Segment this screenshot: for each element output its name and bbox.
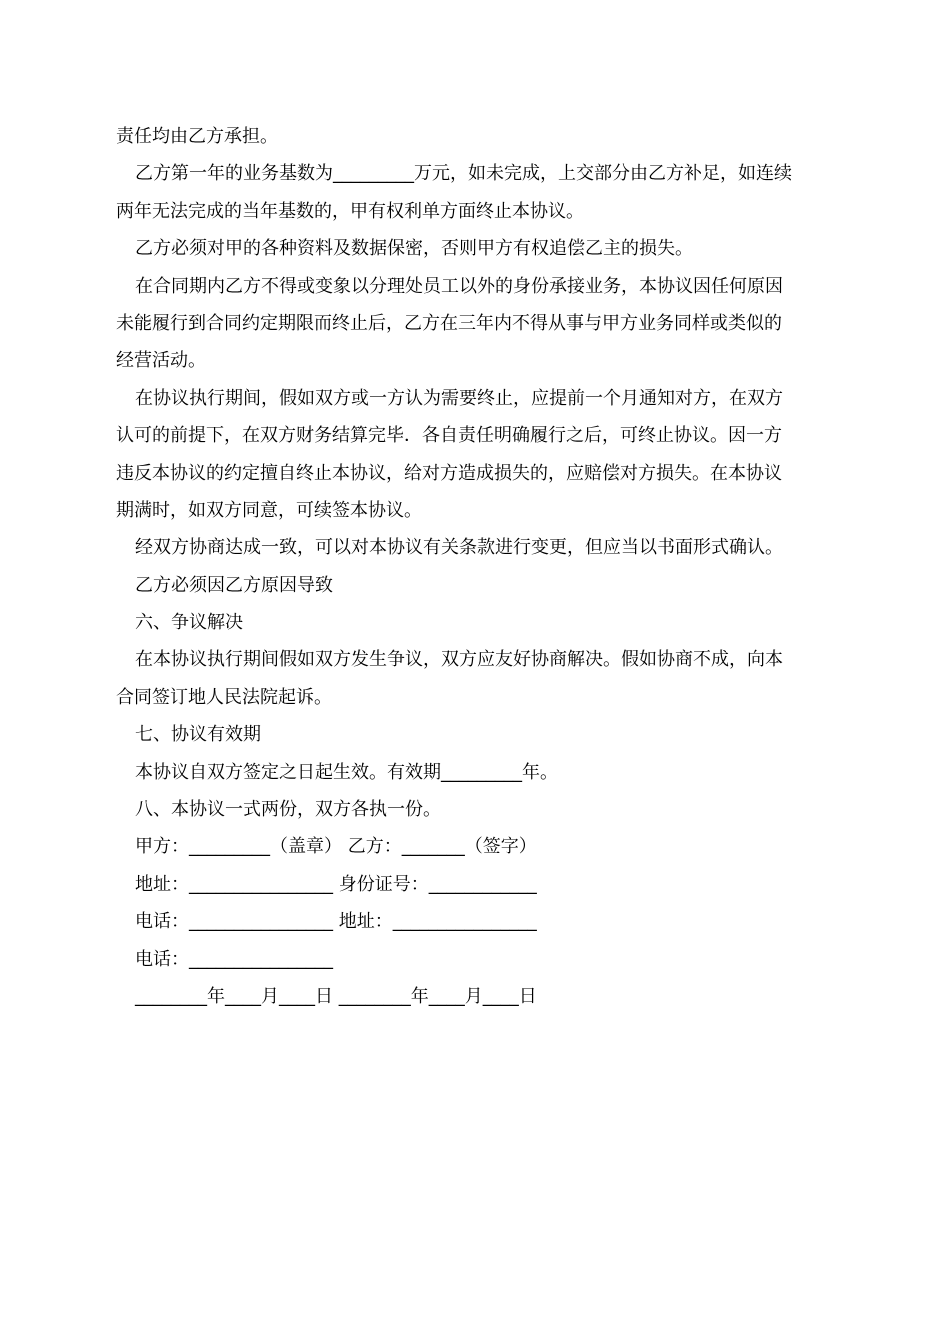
signature-line: 电话：________________ 地址：________________ [135,911,537,933]
text-line: 责任均由乙方承担。 [116,126,278,147]
text-line: 在合同期内乙方不得或变象以分理处员工以外的身份承接业务，本协议因任何原因 [135,275,783,297]
text-line: 乙方必须对甲的各种资料及数据保密，否则甲方有权追偿乙主的损失。 [135,238,693,260]
document-body [116,118,836,1015]
text-line: 经营活动。 [116,350,206,372]
section-heading: 八、本协议一式两份，双方各执一份。 [135,799,441,821]
text-line: 乙方第一年的业务基数为_________万元，如未完成，上交部分由乙方补足，如连续 [135,163,792,185]
signature-line: 电话：________________ [135,948,333,970]
text-line: 在协议执行期间，假如双方或一方认为需要终止，应提前一个月通知对方，在双方 [135,387,783,409]
text-line: 乙方必须因乙方原因导致 [135,574,333,596]
signature-line: 甲方：_________（盖章） 乙方：_______（签字） [135,836,537,858]
text-line: 两年无法完成的当年基数的，甲有权利单方面终止本协议。 [116,200,584,222]
text-line: 期满时，如双方同意，可续签本协议。 [116,499,422,521]
signature-line: 地址：________________ 身份证号：____________ [135,873,537,895]
text-line: 违反本协议的约定擅自终止本协议，给对方造成损失的，应赔偿对方损失。在本协议 [116,462,782,484]
section-heading: 七、协议有效期 [135,724,261,746]
text-line: 认可的前提下，在双方财务结算完毕．各自责任明确履行之后，可终止协议。因一方 [116,425,782,447]
date-line: ________年____月____日 ________年____月____日 [135,985,537,1007]
text-line: 经双方协商达成一致，可以对本协议有关条款进行变更，但应当以书面形式确认。 [135,537,783,559]
text-line: 本协议自双方签定之日起生效。有效期_________年。 [135,761,558,783]
text-line: 在本协议执行期间假如双方发生争议，双方应友好协商解决。假如协商不成，向本 [135,649,783,671]
section-heading: 六、争议解决 [135,612,243,634]
text-line: 未能履行到合同约定期限而终止后，乙方在三年内不得从事与甲方业务同样或类似的 [116,312,782,334]
text-line: 合同签订地人民法院起诉。 [116,686,332,708]
